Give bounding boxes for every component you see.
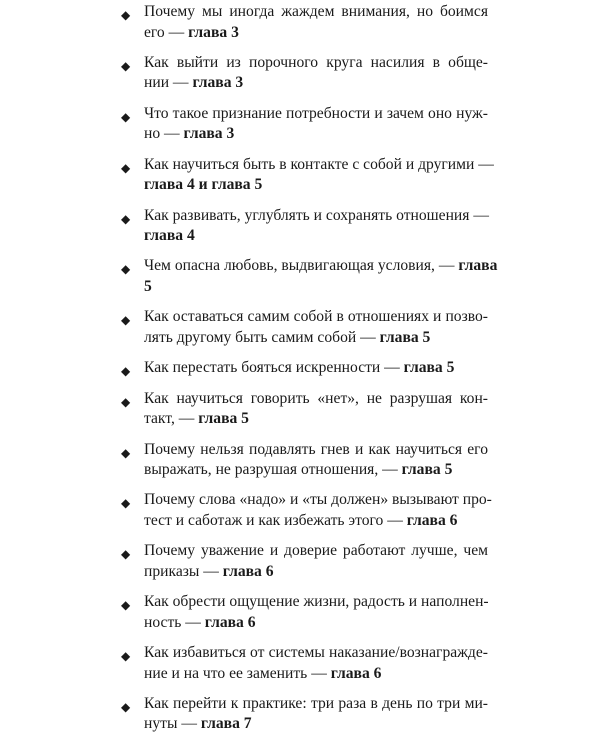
bullet-diamond-icon: ◆ (121, 364, 131, 379)
text-line: Что такое признание потребности и зачем оно нуж- (144, 104, 488, 122)
text-fragment: тест и саботаж и как избежать этого — (144, 511, 407, 529)
bullet-diamond-icon: ◆ (121, 313, 131, 328)
text-line: Как перейти к практике: три раза в день по три ми- (144, 694, 488, 712)
text-line: Как обрести ощущение жизни, радость и наполнен- (144, 593, 489, 611)
chapter-reference: глава 3 (183, 125, 235, 143)
bullet-diamond-icon: ◆ (121, 109, 131, 124)
text-line (144, 175, 488, 196)
text-line: Как оставаться самим собой в отношениях и позво- (144, 308, 488, 326)
bullet-diamond-icon: ◆ (121, 445, 131, 460)
text-fragment: лять другому быть самим собой — (144, 328, 380, 346)
bullet-diamond-icon: ◆ (121, 394, 131, 409)
list-item (116, 307, 488, 348)
text-line: Почему мы иногда жаждем внимания, но боимся (144, 3, 488, 20)
text-fragment: его — (144, 23, 189, 41)
text-fragment: выражать, не разрушая отношения, — (144, 461, 402, 479)
text-fragment: ность — (144, 613, 205, 631)
bullet-diamond-icon: ◆ (121, 496, 131, 511)
text-fragment: Чем опасна любовь, выдвигающая условия, — (144, 257, 459, 275)
text-line (144, 511, 488, 532)
chapter-reference: 5 (144, 277, 152, 295)
text-fragment: нуты — (144, 715, 201, 733)
text-fragment: но — (144, 125, 184, 143)
chapter-reference: глава (458, 257, 498, 275)
list-item-text (144, 206, 488, 247)
list-item-text (144, 2, 488, 43)
list-item (116, 206, 488, 247)
text-fragment: приказы — (144, 562, 223, 580)
chapter-reference: глава 6 (330, 664, 382, 682)
list-item-text (144, 490, 492, 531)
list-item-text (144, 256, 498, 297)
chapter-reference: глава 7 (200, 715, 252, 733)
text-line (144, 409, 488, 430)
chapter-reference: глава 3 (188, 23, 239, 41)
text-line (144, 226, 488, 247)
list-item (116, 2, 488, 43)
list-item (116, 541, 488, 582)
text-line (144, 460, 488, 481)
bullet-diamond-icon: ◆ (121, 58, 131, 73)
list-item-text (144, 389, 488, 430)
bullet-diamond-icon: ◆ (121, 160, 131, 175)
chapter-reference: глава 6 (204, 613, 256, 631)
list-item (116, 440, 488, 481)
chapter-reference: глава 6 (222, 562, 274, 580)
text-line: Как развивать, углублять и сохранять отношения — (144, 206, 489, 224)
bullet-diamond-icon: ◆ (121, 211, 131, 226)
text-line (144, 714, 488, 735)
text-fragment: нии — (144, 74, 193, 92)
text-line: Почему слова «надо» и «ты должен» вызывают про- (144, 491, 492, 509)
list-item (116, 358, 488, 379)
bullet-diamond-icon: ◆ (121, 649, 131, 664)
text-line (144, 328, 488, 349)
list-item-text (144, 53, 488, 94)
list-item-text (144, 358, 488, 379)
text-line (144, 73, 488, 94)
text-line: Как научиться говорить «нет», не разрушая кон- (144, 389, 488, 407)
list-item (116, 490, 492, 531)
text-line (144, 256, 498, 277)
text-line (144, 358, 488, 379)
text-line (144, 562, 488, 583)
bullet-diamond-icon: ◆ (121, 8, 131, 22)
chapter-reference: глава 4 (144, 227, 195, 245)
list-item (116, 155, 494, 196)
bullet-diamond-icon: ◆ (121, 547, 131, 562)
chapter-reference: глава 5 (198, 410, 249, 428)
chapter-reference: глава 3 (192, 74, 244, 92)
list-item-text (144, 307, 488, 348)
chapter-reference: глава 6 (406, 511, 458, 529)
list-item (116, 53, 488, 94)
bullet-diamond-icon: ◆ (121, 598, 131, 613)
text-line (144, 277, 488, 298)
text-line (144, 613, 488, 634)
chapter-reference: глава 5 (401, 461, 453, 479)
text-line: Как выйти из порочного круга насилия в обще- (144, 53, 488, 71)
list-item-text (144, 694, 488, 735)
list-item-text (144, 643, 488, 684)
list-item-text (144, 155, 494, 196)
chapter-reference: глава 5 (403, 359, 455, 377)
text-line: Как избавиться от системы наказание/вознагражде- (144, 644, 488, 662)
list-item (116, 256, 498, 297)
text-line: Почему уважение и доверие работают лучше, чем (144, 542, 488, 560)
chapter-reference: глава 4 и глава 5 (144, 176, 263, 194)
list-item (116, 104, 488, 145)
bullet-list (116, 2, 498, 745)
list-item-text (144, 104, 488, 145)
list-item-text (144, 541, 488, 582)
bullet-diamond-icon: ◆ (121, 262, 131, 277)
text-line: Почему нельзя подавлять гнев и как научиться его (144, 440, 488, 458)
text-line (144, 124, 488, 145)
text-fragment: Как перестать бояться искренности — (144, 359, 404, 377)
bullet-diamond-icon: ◆ (121, 699, 131, 714)
list-item (116, 694, 488, 735)
list-item (116, 643, 488, 684)
list-item-text (144, 592, 488, 633)
text-fragment: ние и на что ее заменить — (144, 664, 331, 682)
text-line (144, 664, 488, 685)
list-item (116, 592, 488, 633)
text-fragment: такт, — (144, 410, 199, 428)
list-item (116, 389, 488, 430)
chapter-reference: глава 5 (379, 328, 431, 346)
text-line: Как научиться быть в контакте с собой и другими — (144, 155, 494, 173)
text-line (144, 23, 488, 44)
list-item-text (144, 440, 488, 481)
